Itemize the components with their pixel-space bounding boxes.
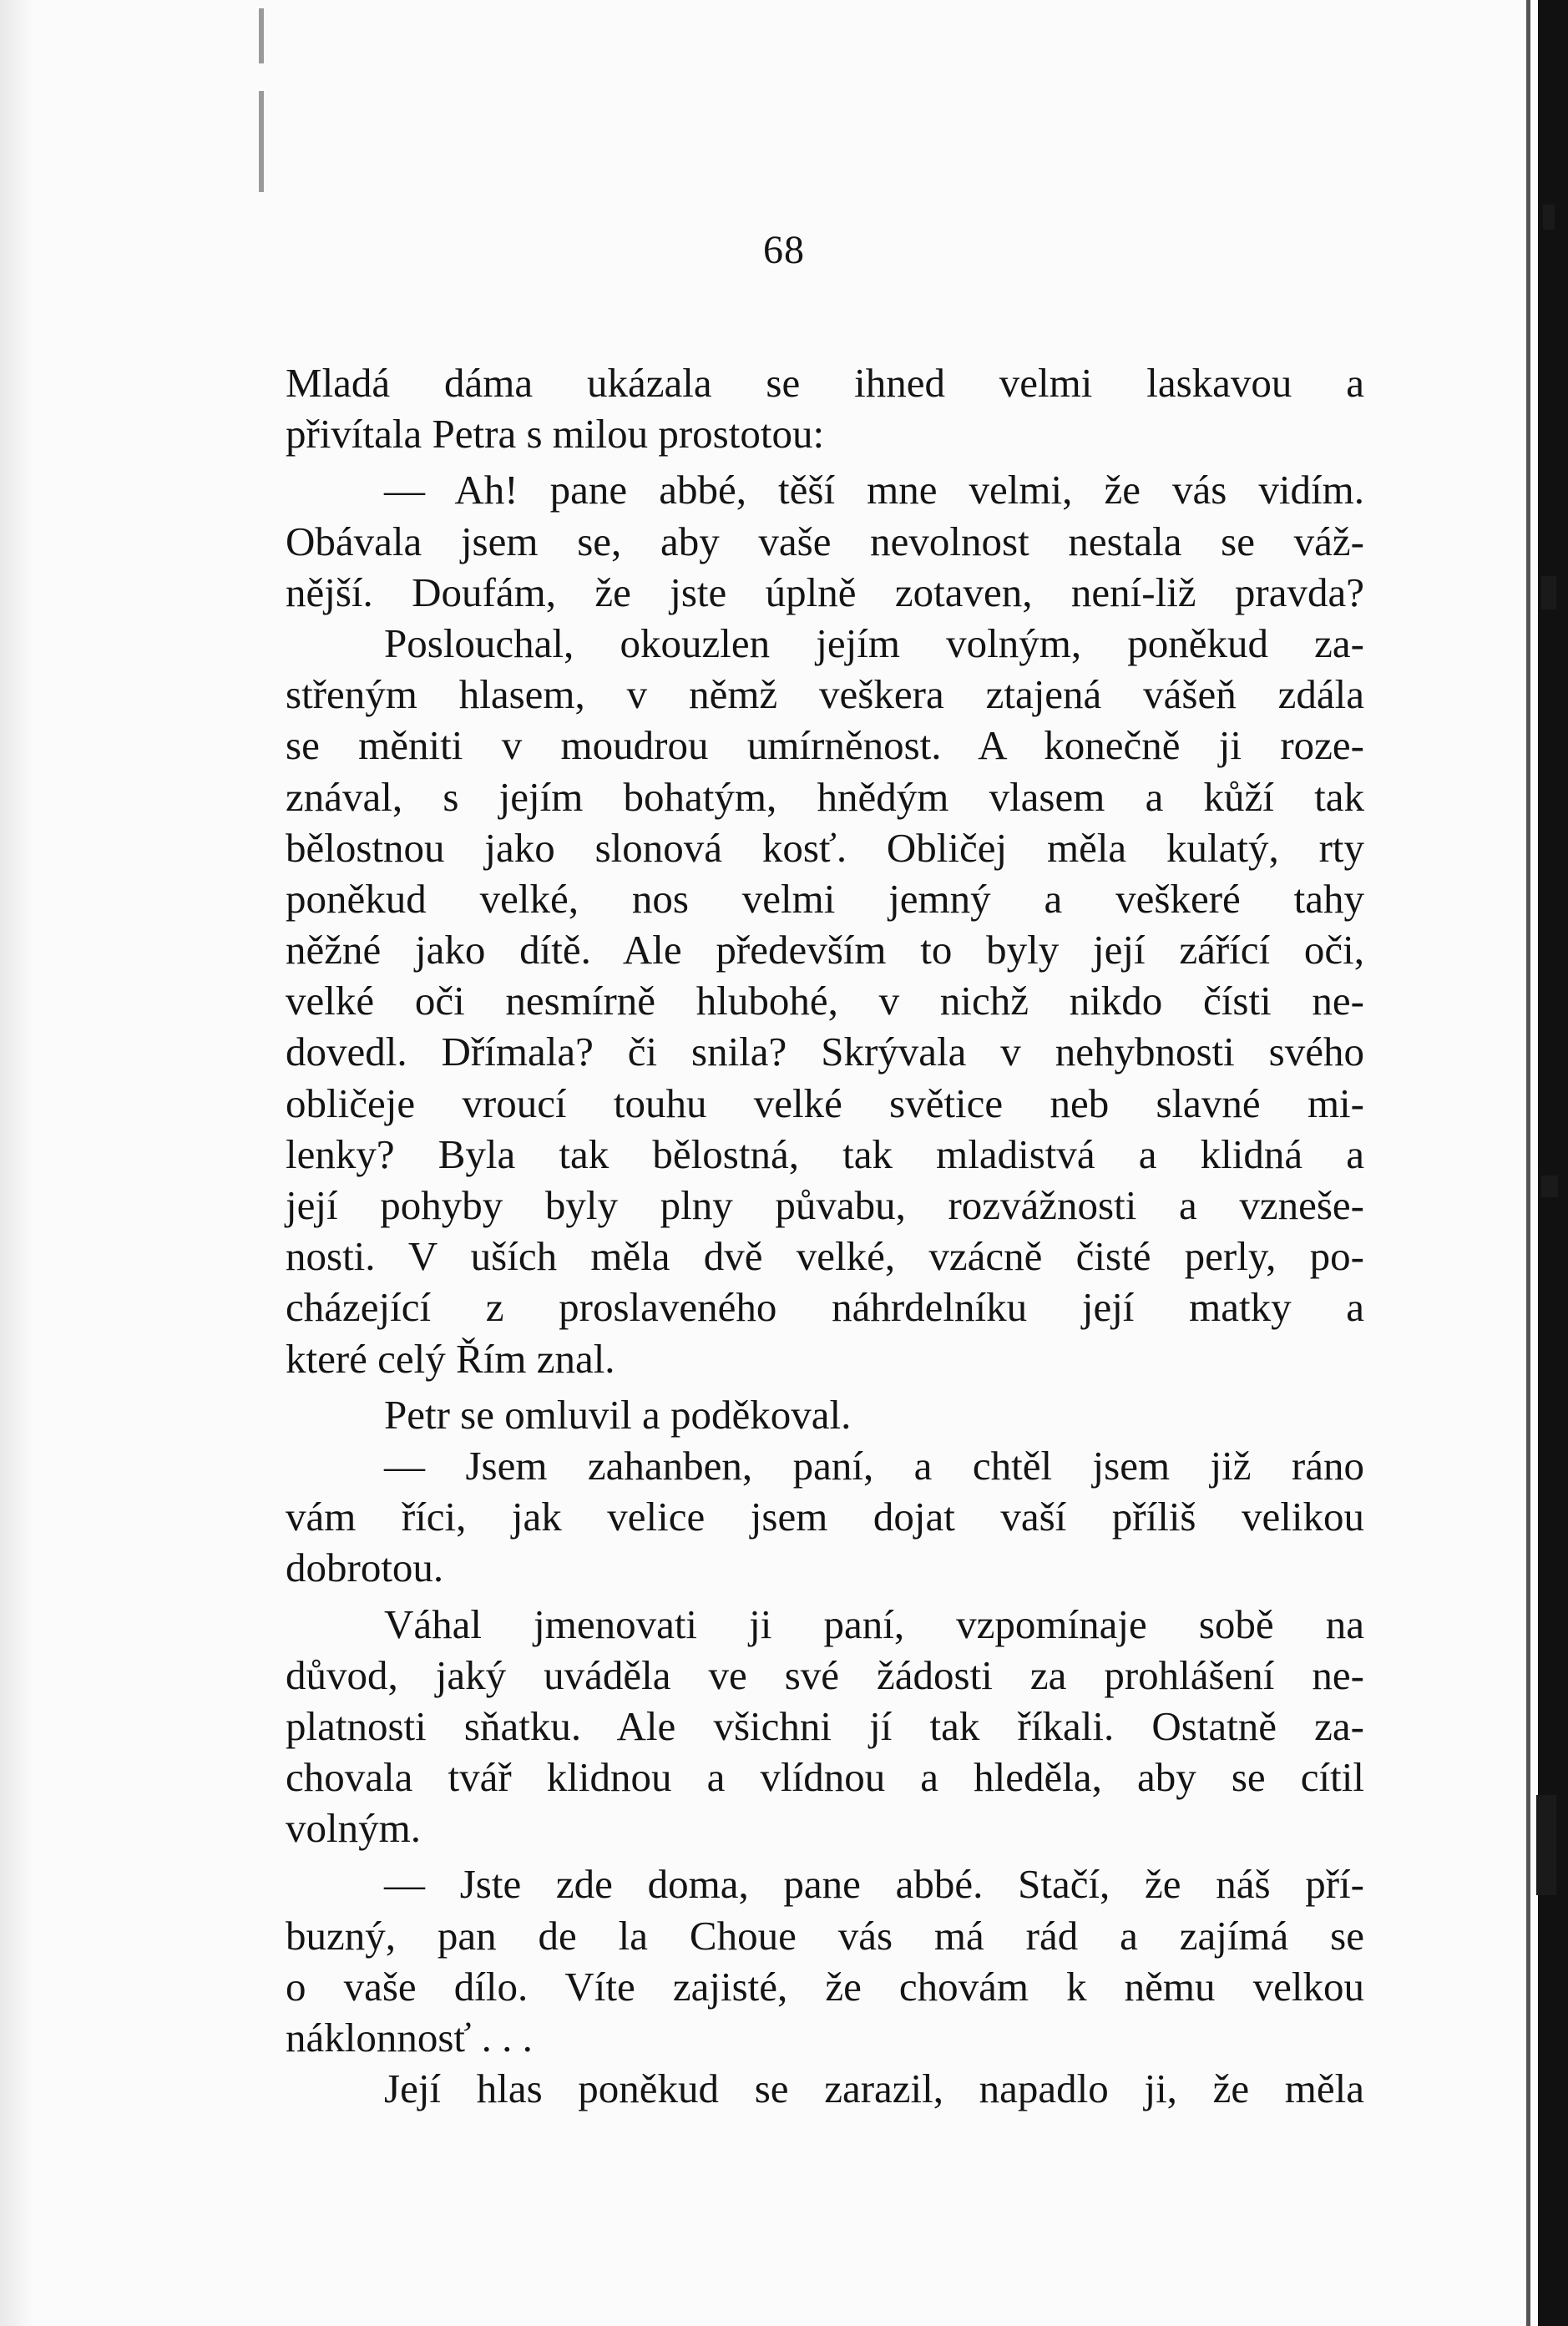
text-line: — Jste zde doma, pane abbé. Stačí, že náš pří- bbox=[384, 1861, 1364, 1908]
text-line: chovala tvář klidnou a vlídnou a hleděla, aby se cítil bbox=[286, 1754, 1364, 1801]
text-line: Petr se omluvil a poděkoval. bbox=[384, 1391, 852, 1438]
text-line: Její hlas poněkud se zarazil, napadlo ji, že měla bbox=[384, 2066, 1364, 2112]
right-page-edge bbox=[1538, 0, 1568, 2326]
text-line: bělostnou jako slonová kosť. Obličej měla kulatý, rty bbox=[286, 824, 1364, 871]
text-line: nosti. V uších měla dvě velké, vzácně čisté perly, po- bbox=[286, 1233, 1364, 1280]
text-line: poněkud velké, nos velmi jemný a veškeré tahy bbox=[286, 875, 1364, 922]
page-number: 68 bbox=[763, 228, 805, 272]
text-line: cházející z proslaveného náhrdelníku její matky a bbox=[286, 1284, 1364, 1331]
text-line: nější. Doufám, že jste úplně zotaven, není-liž pravda? bbox=[286, 569, 1364, 615]
text-line: dobrotou. bbox=[286, 1545, 444, 1591]
text-line: důvod, jaký uváděla ve své žádosti za prohlášení ne- bbox=[286, 1651, 1364, 1698]
text-line: lenky? Byla tak bělostná, tak mladistvá a klidná a bbox=[286, 1130, 1364, 1177]
text-line: Obávala jsem se, aby vaše nevolnost nestala se váž- bbox=[286, 518, 1364, 564]
left-page-edge bbox=[0, 0, 33, 2326]
text-line: platnosti sňatku. Ale všichni jí tak říkali. Ostatně za- bbox=[286, 1702, 1364, 1749]
text-line: — Jsem zahanben, paní, a chtěl jsem již ráno bbox=[384, 1442, 1364, 1489]
text-line: Mladá dáma ukázala se ihned velmi laskavou a bbox=[286, 360, 1364, 406]
text-line: náklonnosť . . . bbox=[286, 2015, 533, 2061]
text-line: se měniti v moudrou umírněnost. A konečně ji roze- bbox=[286, 722, 1364, 769]
body-text bbox=[286, 357, 1364, 2114]
text-line: — Ah! pane abbé, těší mne velmi, že vás vidím. bbox=[384, 467, 1364, 513]
text-line: buzný, pan de la Choue vás má rád a zajímá se bbox=[286, 1912, 1364, 1959]
text-line: velké oči nesmírně hlubohé, v nichž nikdo čísti ne- bbox=[286, 978, 1364, 1024]
text-line: přivítala Petra s milou prostotou: bbox=[286, 411, 825, 458]
text-line: volným. bbox=[286, 1805, 421, 1852]
text-line: dovedl. Dřímala? či snila? Skrývala v nehybnosti svého bbox=[286, 1029, 1364, 1075]
text-line: obličeje vroucí touhu velké světice neb slavné mi- bbox=[286, 1080, 1364, 1126]
text-line: o vaše dílo. Víte zajisté, že chovám k němu velkou bbox=[286, 1963, 1364, 2010]
text-line: které celý Řím znal. bbox=[286, 1335, 615, 1382]
scan-artifact-marks bbox=[259, 8, 264, 192]
text-line: něžné jako dítě. Ale především to byly její zářící oči, bbox=[286, 927, 1364, 973]
text-line: Váhal jmenovati ji paní, vzpomínaje sobě na bbox=[384, 1600, 1364, 1647]
binding-shadow-line bbox=[1526, 0, 1530, 2326]
text-line: její pohyby byly plny půvabu, rozvážnosti a vzneše- bbox=[286, 1182, 1364, 1228]
text-line: znával, s jejím bohatým, hnědým vlasem a kůží tak bbox=[286, 773, 1364, 820]
margin-mark bbox=[1541, 576, 1556, 609]
margin-mark bbox=[1536, 1795, 1556, 1895]
text-line: Poslouchal, okouzlen jejím volným, poněkud za- bbox=[384, 619, 1364, 666]
text-line: vám říci, jak velice jsem dojat vaší příliš velikou bbox=[286, 1494, 1364, 1540]
margin-mark bbox=[1543, 205, 1555, 230]
margin-mark bbox=[1541, 1176, 1558, 1197]
text-line: střeným hlasem, v němž veškera ztajená vášeň zdála bbox=[286, 671, 1364, 718]
